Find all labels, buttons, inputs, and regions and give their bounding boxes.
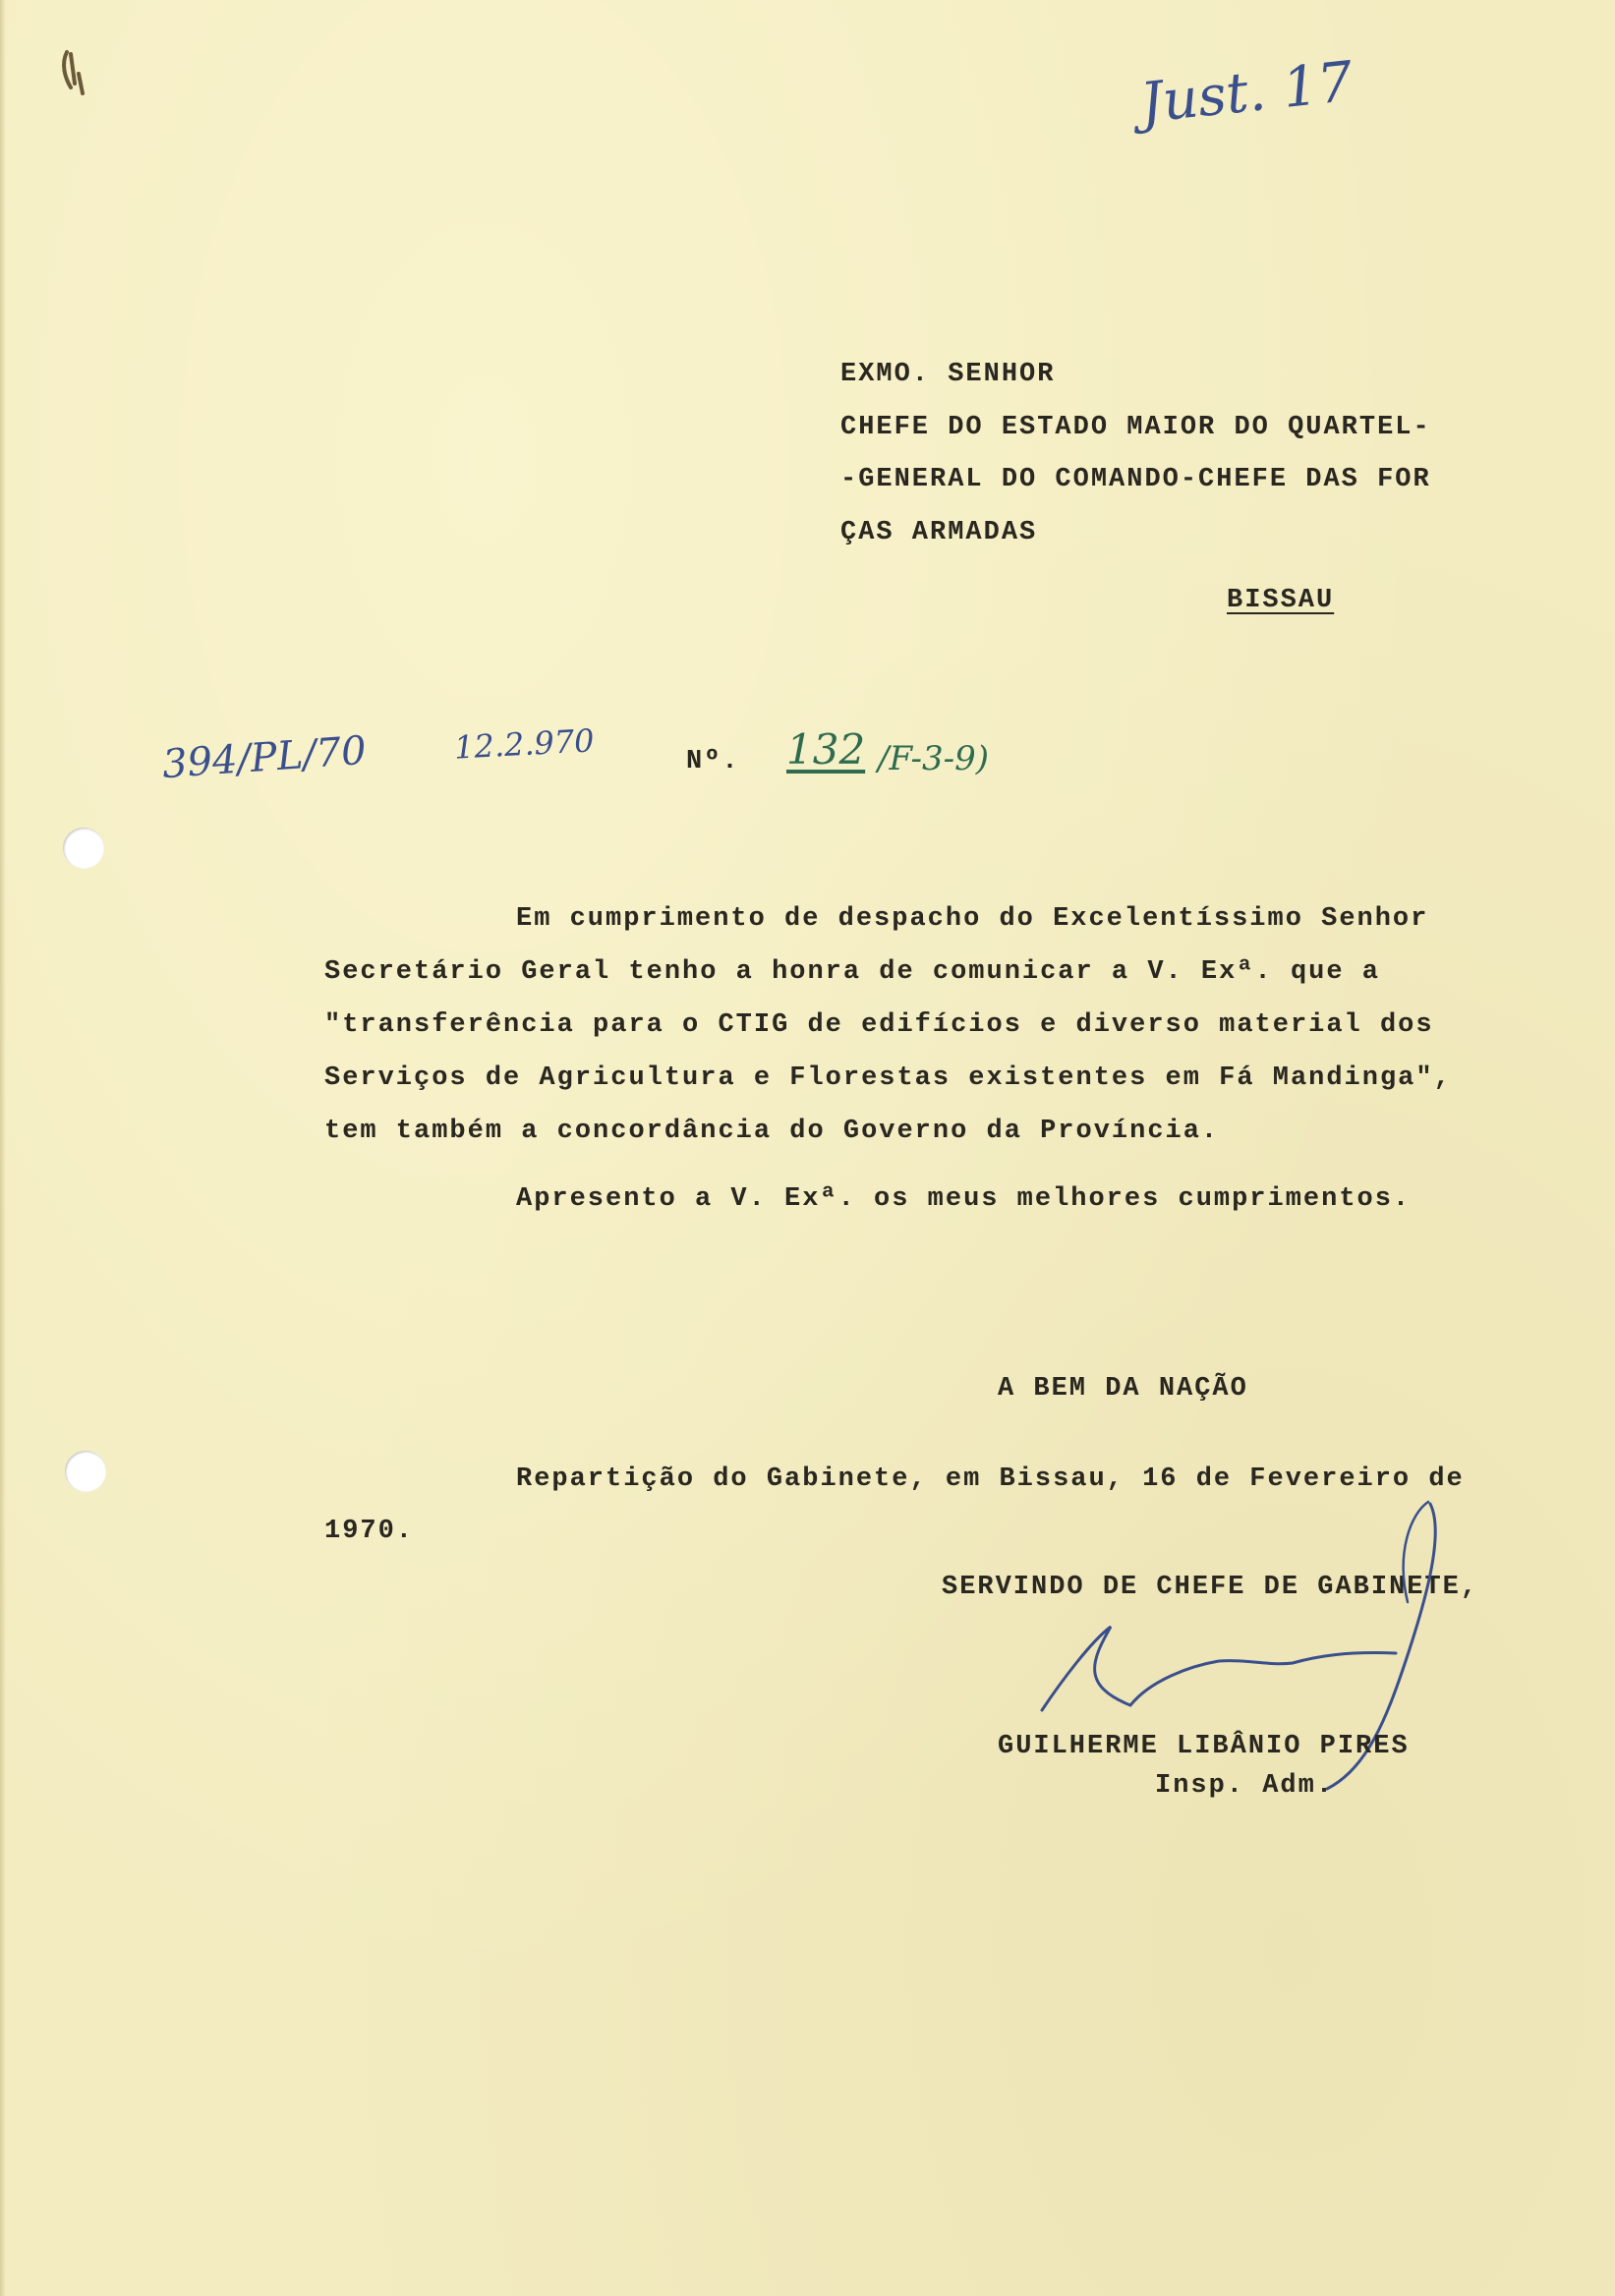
recipient-city: BISSAU <box>1227 586 1335 615</box>
paper-edge <box>0 0 6 2296</box>
punch-hole-lower <box>65 1451 106 1492</box>
recipient-line-2: CHEFE DO ESTADO MAIOR DO QUARTEL- <box>840 413 1431 442</box>
body-line-2: Secretário Geral tenho a honra de comunicar a V. Exª. que a <box>324 957 1380 987</box>
body-line-5: tem também a concordância do Governo da Província. <box>324 1117 1220 1146</box>
body-line-6: Apresento a V. Exª. os meus melhores cumprimentos. <box>516 1184 1412 1214</box>
body-line-4: Serviços de Agricultura e Florestas existentes em Fá Mandinga", <box>324 1063 1452 1093</box>
signatory-name: GUILHERME LIBÂNIO PIRES <box>998 1732 1410 1761</box>
handwritten-annotation-top: Just. 17 <box>1137 49 1356 137</box>
motto: A BEM DA NAÇÃO <box>998 1374 1248 1404</box>
reference-code: 394/PL/70 <box>160 727 369 788</box>
signatory-title: Insp. Adm. <box>1155 1771 1335 1801</box>
number-label: Nº. <box>686 747 740 776</box>
reference-date: 12.2.970 <box>453 721 596 767</box>
signature-role: SERVINDO DE CHEFE DE GABINETE, <box>942 1573 1479 1602</box>
body-line-3: "transferência para o CTIG de edifícios e diverso material dos <box>324 1010 1434 1040</box>
place-date-line-1: Repartição do Gabinete, em Bissau, 16 de Fevereiro de <box>516 1464 1465 1494</box>
number-value: 132 <box>786 725 866 774</box>
number-suffix: /F-3-9) <box>878 739 990 778</box>
staple-mark <box>57 44 96 103</box>
recipient-line-4: ÇAS ARMADAS <box>840 518 1038 547</box>
place-date-line-2: 1970. <box>324 1517 415 1546</box>
recipient-line-1: EXMO. SENHOR <box>840 360 1056 389</box>
recipient-line-3: -GENERAL DO COMANDO-CHEFE DAS FOR <box>840 465 1431 494</box>
punch-hole-upper <box>63 828 104 869</box>
body-line-1: Em cumprimento de despacho do Excelentíssimo Senhor <box>516 904 1429 934</box>
